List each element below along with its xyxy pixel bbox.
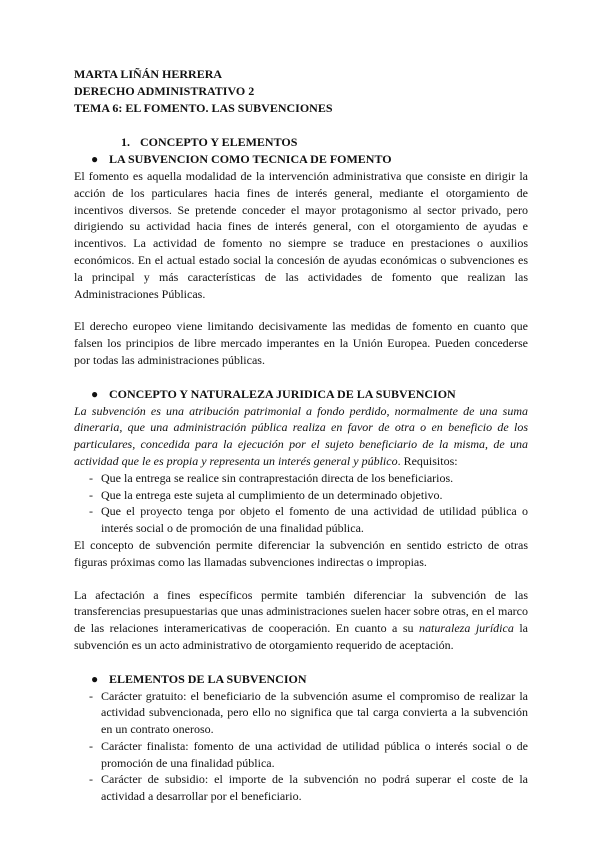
elements-list: [74, 688, 528, 806]
paragraph-derecho-europeo: El derecho europeo viene limitando decisivamente las medidas de fomento en cuanto que falsen los principios de libre mercado imperantes en la Unión Europea. Pueden concederse por todas las administraciones públicas.: [74, 319, 528, 367]
dash-icon: -: [89, 738, 93, 753]
dash-icon: -: [89, 504, 93, 519]
list-item: - Carácter de subsidio: el importe de la subvención no podrá superar el coste de la actividad a desarrollar por el beneficiario.: [89, 772, 528, 804]
dash-icon: -: [89, 470, 93, 485]
section-heading: [74, 134, 528, 151]
dash-icon: -: [89, 772, 93, 787]
author-name: MARTA LIÑÁN HERRERA: [74, 67, 223, 81]
paragraph-definition: [74, 403, 528, 470]
bullet-icon: ●: [91, 152, 99, 167]
dash-icon: -: [89, 487, 93, 502]
section-number: 1.: [121, 135, 130, 150]
dash-icon: -: [89, 688, 93, 703]
list-item: - Carácter finalista: fomento de una actividad de utilidad pública o interés social o de promoción de una finalidad pública.: [89, 738, 528, 770]
paragraph-concept: El concepto de subvención permite diferenciar la subvención en sentido estricto de otras figuras próximas como las llamadas subvenciones indirectas o impropias.: [74, 537, 528, 569]
subsection-title: CONCEPTO Y NATURALEZA JURIDICA DE LA SUBVENCION: [109, 386, 456, 401]
list-item: - Que la entrega este sujeta al cumplimiento de un determinado objetivo.: [89, 487, 443, 502]
definition-italic: La subvención es una atribución patrimonial a fondo perdido, normalmente de una suma dineraria, que una administración pública realiza en favor de otra o en beneficio de los particulares, concedida para la ejecución por el sujeto beneficiario de la misma, de una actividad que le es propia y representa un interés general y público: [74, 403, 528, 468]
list-item: - Que el proyecto tenga por objeto el fomento de una actividad de utilidad pública o interés social o de promoción de una finalidad pública.: [89, 504, 528, 536]
subsection-heading-concepto: [74, 386, 528, 403]
section-title: CONCEPTO Y ELEMENTOS: [140, 135, 298, 150]
list-item: - Carácter gratuito: el beneficiario de la subvención asume el compromiso de realizar la actividad subvencionada, pero ello no significa que tal carga convierta a la subvención en un contrato oneroso.: [89, 688, 528, 737]
paragraph-afectacion: La afectación a fines específicos permite también diferenciar la subvención de las transferencias presupuestarias que unas administraciones suelen hacer sobre otras, en el marco de las relaciones interamericativas de cooperación. En cuanto a su naturaleza jurídica la subvención es un acto administrativo de otorgamiento requerido de aceptación.: [74, 587, 528, 652]
naturaleza-juridica-italic: naturaleza jurídica: [419, 621, 514, 636]
course-title: DERECHO ADMINISTRATIVO 2: [74, 83, 255, 98]
subsection-title: ELEMENTOS DE LA SUBVENCION: [109, 671, 307, 686]
definition-tail: . Requisitos:: [397, 453, 458, 468]
list-item: - Que la entrega se realice sin contraprestación directa de los beneficiarios.: [89, 470, 454, 485]
bullet-icon: ●: [91, 386, 99, 401]
subsection-heading-elementos: [74, 671, 528, 688]
paragraph-fomento: El fomento es aquella modalidad de la intervención administrativa que consiste en dirigir la acción de los particulares hacia fines de interés general, mediante el otorgamiento de incentivos diversos. Se pretende conceder el mayor protagonismo al sector privado, pero dirigiendo su actividad hacia fines de interés general, con el otorgamiento de ayudas e incentivos. La actividad de fomento no siempre se traduce en prestaciones o auxilios económicos. En el actual estado social la concesión de ayudas económicas o subvenciones es la principal y más características de las actividades de fomento que realizan las Administraciones Públicas.: [74, 168, 528, 301]
bullet-icon: ●: [91, 671, 99, 686]
document-content: [74, 66, 528, 805]
subsection-heading-fomento: [74, 151, 528, 168]
requisites-list: [74, 470, 528, 537]
subsection-title: LA SUBVENCION COMO TECNICA DE FOMENTO: [109, 152, 392, 167]
topic-title: TEMA 6: EL FOMENTO. LAS SUBVENCIONES: [74, 100, 333, 115]
